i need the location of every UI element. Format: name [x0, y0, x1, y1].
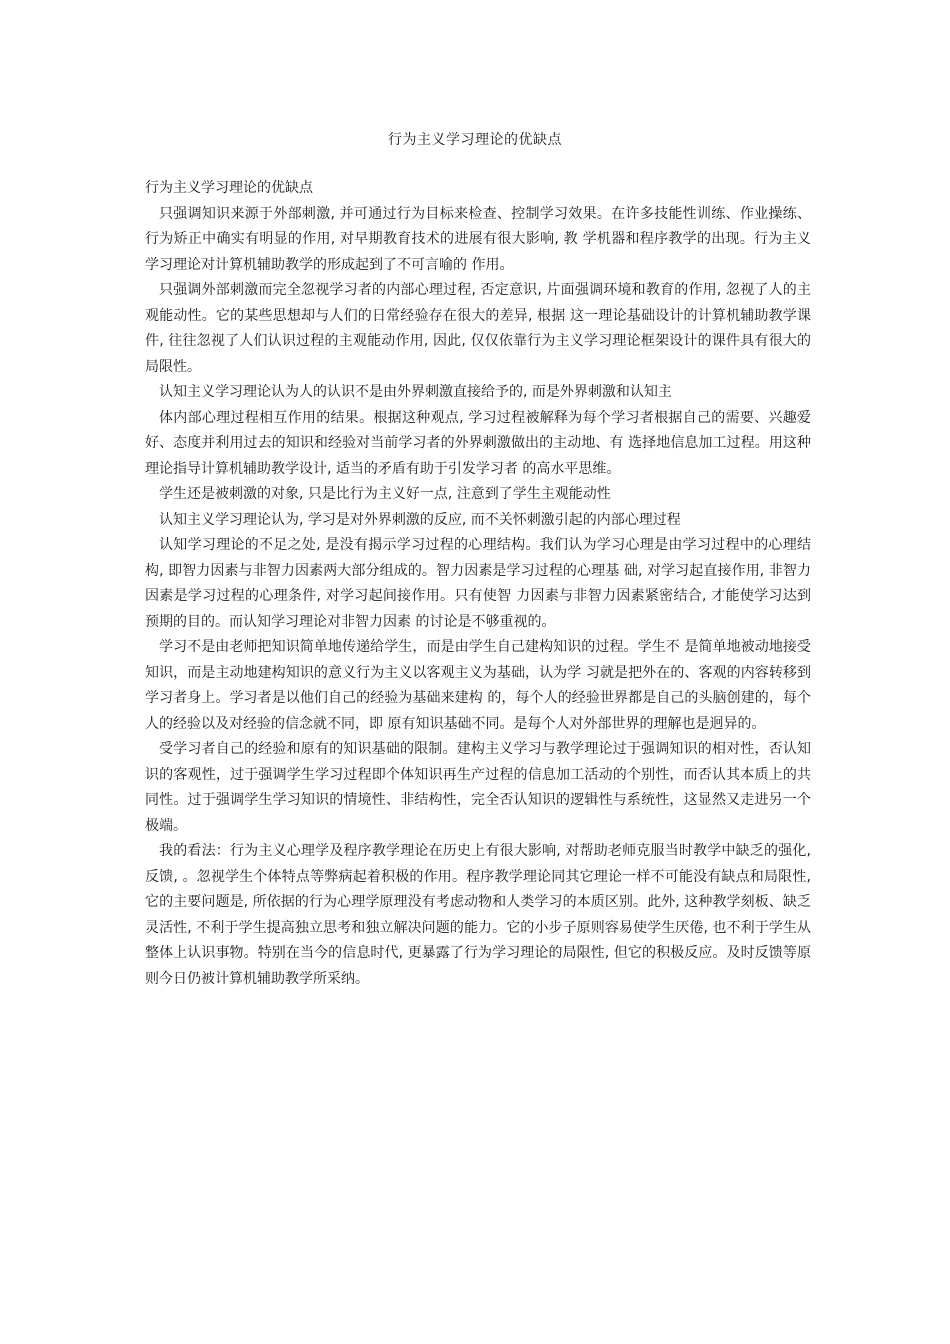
paragraph: 体内部心理过程相互作用的结果。根据这种观点, 学习过程被解释为每个学习者根据自己的需要、兴趣爱好、态度并利用过去的知识和经验对当前学习者的外界刺激做出的主动地、有 选择地信息加工过程。用这种理论指导计算机辅助教学设计, 适当的矛盾有助于引发学习者 的高水平思维。	[145, 409, 811, 477]
paragraph: 认知主义学习理论认为人的认识不是由外界刺激直接给予的, 而是外界刺激和认知主	[159, 384, 672, 400]
paragraph: 只强调外部刺激而完全忽视学习者的内部心理过程, 否定意识, 片面强调环境和教育的作用, 忽视了人的主观能动性。它的某些思想却与人们的日常经验存在很大的差异, 根据 这一理论基础设计的计算机辅助教学课件, 往往忽视了人们认识过程的主观能动作用, 因此, 仅仅依靠行为主义学习理论框架设计的课件具有很大的局限性。	[145, 282, 811, 375]
page-title: 行为主义学习理论的优缺点	[388, 132, 562, 148]
paragraph: 学习不是由老师把知识简单地传递给学生，而是由学生自己建构知识的过程。学生不 是简单地被动地接受知识，而是主动地建构知识的意义行为主义以客观主义为基础，认为学 习就是把外在的、客观的内容转移到学习者身上。学习者是以他们自己的经验为基础来建构 的，每个人的经验世界都是自己的头脑创建的，每个人的经验以及对经验的信念就不同，即 原有知识基础不同。是每个人对外部世界的理解也是迥异的。	[145, 639, 811, 732]
paragraph: 认知主义学习理论认为, 学习是对外界刺激的反应, 而不关怀刺激引起的内部心理过程	[159, 511, 681, 528]
paragraph: 认知学习理论的不足之处, 是没有揭示学习过程的心理结构。我们认为学习心理是由学习过程中的心理结构, 即智力因素与非智力因素两大部分组成的。智力因素是学习过程的心理基 础, 对学习起直接作用, 非智力因素是学习过程的心理条件, 对学习起间接作用。只有使智 力因素与非智力因素紧密结合, 才能使学习达到预期的目的。而认知学习理论对非智力因素 的讨论是不够重视的。	[145, 537, 811, 630]
paragraph: 只强调知识来源于外部刺激, 并可通过行为目标来检查、控制学习效果。在许多技能性训练、作业操练、行为矫正中确实有明显的作用, 对早期教育技术的进展有很大影响, 教 学机器和程序教学的出现。行为主义学习理论对计算机辅助教学的形成起到了不可言喻的 作用。	[145, 205, 811, 273]
paragraph: 受学习者自己的经验和原有的知识基础的限制。建构主义学习与教学理论过于强调知识的相对性，否认知识的客观性，过于强调学生学习过程即个体知识再生产过程的信息加工活动的个别性，而否认其本质上的共同性。过于强调学生学习知识的情境性、非结构性，完全否认知识的逻辑性与系统性，这显然又走进另一个极端。	[145, 741, 811, 834]
paragraph: 我的看法：行为主义心理学及程序教学理论在历史上有很大影响, 对帮助老师克服当时教学中缺乏的强化, 反馈, 。忽视学生个体特点等弊病起着积极的作用。程序教学理论同其它理论一样不可能没有缺点和局限性, 它的主要问题是, 所依据的行为心理学原理没有考虑动物和人类学习的本质区别。此外, 这种教学刻板、缺乏灵活性, 不利于学生提高独立思考和独立解决问题的能力。它的小步子原则容易使学生厌倦, 也不利于学生从整体上认识事物。特别在当今的信息时代, 更暴露了行为学习理论的局限性, 但它的积极反应。及时反馈等原则今日仍被计算机辅助教学所采纳。	[145, 843, 811, 987]
paragraph: 学生还是被刺激的对象, 只是比行为主义好一点, 注意到了学生主观能动性	[159, 486, 611, 502]
section-heading: 行为主义学习理论的优缺点	[145, 180, 313, 196]
document-body	[145, 176, 811, 992]
